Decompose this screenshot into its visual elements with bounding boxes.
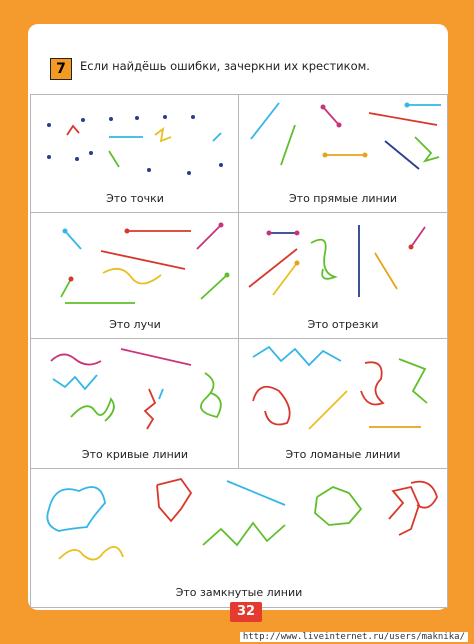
exercise-grid (30, 94, 446, 606)
caption-straight-lines: Это прямые линии (288, 192, 398, 205)
task-instruction: Если найдёшь ошибки, зачеркни их крестиком. (80, 59, 370, 73)
task-number: 7 (50, 58, 72, 80)
task-header (42, 44, 434, 84)
cell-rays[interactable] (30, 212, 240, 340)
cell-points[interactable] (30, 94, 240, 214)
cell-curves[interactable] (30, 338, 240, 470)
caption-curves: Это кривые линии (81, 448, 189, 461)
caption-points: Это точки (106, 192, 164, 205)
watermark-url: http://www.liveinternet.ru/users/maknika/ (240, 632, 468, 642)
cell-straight-lines[interactable] (238, 94, 448, 214)
cell-broken-lines[interactable] (238, 338, 448, 470)
caption-segments: Это отрезки (307, 318, 379, 331)
cell-closed-lines[interactable] (30, 468, 448, 608)
caption-broken-lines: Это ломаные линии (285, 448, 401, 461)
caption-rays: Это лучи (109, 318, 161, 331)
page-number: 32 (230, 602, 262, 622)
worksheet (28, 24, 448, 610)
cell-segments[interactable] (238, 212, 448, 340)
caption-closed-lines: Это замкнутые линии (175, 586, 303, 599)
